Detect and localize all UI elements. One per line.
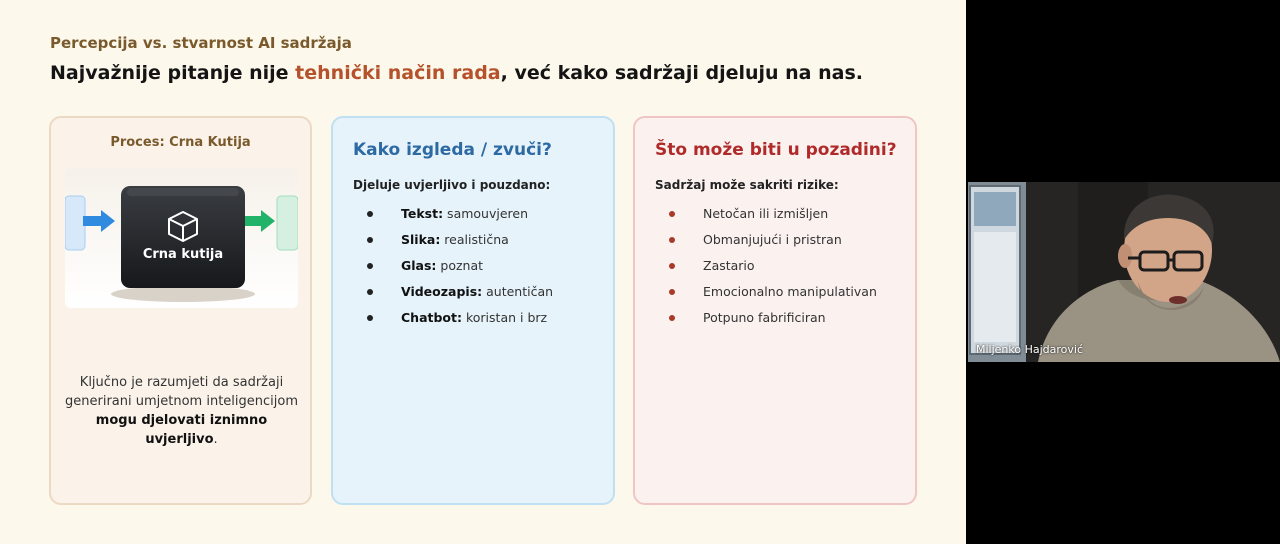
black-box-diagram [65,168,298,308]
slide-headline [50,62,950,84]
risk-card-title: Što može biti u pozadini? [655,140,897,160]
risk-card-subtitle: Sadržaj može sakriti rizike: [655,178,839,192]
arrow-in-icon [83,210,115,232]
black-box-diagram-svg [65,168,298,308]
participant-video [968,182,1280,362]
list-item [367,309,553,335]
list-item: Zastario [669,257,877,283]
list-item [367,231,553,257]
list-item [367,205,553,231]
appearance-card-title: Kako izgleda / zvuči? [353,140,552,160]
item-label: Chatbot: [401,310,462,325]
item-label: Videozapis: [401,284,483,299]
black-box-card [49,116,312,505]
headline-accent: tehnički način rada [295,62,501,84]
box-shadow [111,286,255,302]
background-risk-card [633,116,917,505]
black-box-explanation [65,373,298,449]
appearance-card-subtitle: Djeluje uvjerljivo i pouzdano: [353,178,551,192]
appearance-list [367,205,553,335]
item-value: realistična [440,232,509,247]
item-label: Slika: [401,232,441,247]
explanation-end: . [213,432,218,447]
explanation-bold: mogu djelovati iznimno uvjerljivo [95,413,268,447]
arrow-out-icon [245,210,275,232]
participant-video-tile[interactable] [968,182,1280,362]
appearance-card [331,116,615,505]
list-item: Emocionalno manipulativan [669,283,877,309]
input-block [65,196,85,250]
black-box-card-title: Proces: Crna Kutija [110,135,251,150]
item-value: samouvjeren [443,206,529,221]
explanation-text: Ključno je razumjeti da sadržaji generirani umjetnom inteligencijom [65,375,298,409]
slide-eyebrow: Percepcija vs. stvarnost AI sadržaja [50,34,352,52]
list-item: Netočan ili izmišljen [669,205,877,231]
risk-list [669,205,877,335]
item-value: koristan i brz [462,310,548,325]
list-item: Potpuno fabrificiran [669,309,877,335]
item-value: autentičan [482,284,554,299]
black-box-label: Crna kutija [142,247,224,262]
list-item [367,257,553,283]
item-label: Tekst: [401,206,444,221]
item-value: poznat [436,258,484,273]
headline-part-1: Najvažnije pitanje nije [50,62,296,84]
item-label: Glas: [401,258,437,273]
headline-part-2: , već kako sadržaji djeluju na nas. [500,62,863,84]
output-block [277,196,298,250]
list-item: Obmanjujući i pristran [669,231,877,257]
participant-name: Miljenko Hajdarović [976,343,1084,356]
list-item [367,283,553,309]
